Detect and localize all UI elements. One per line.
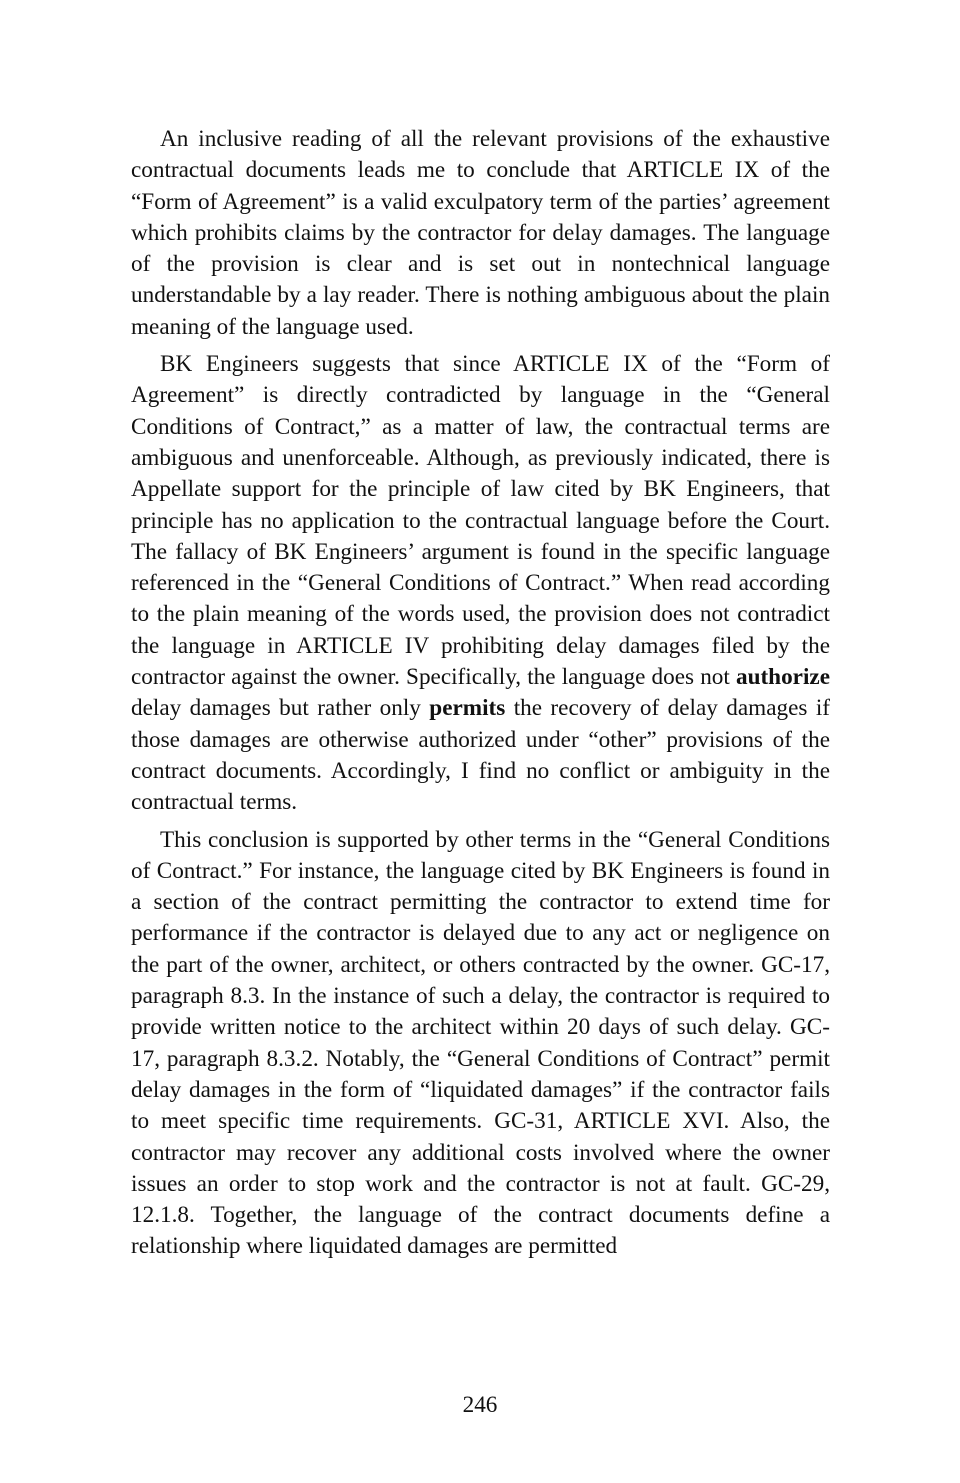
page-number: 246 <box>462 1392 498 1418</box>
paragraph-2 <box>131 349 830 818</box>
body-text <box>131 124 830 1269</box>
paragraph-text: An inclusive reading of all the relevant provisions of the exhaustive contractual documents leads me to conclude that ARTICLE IX of the “Form of Agreement” is a valid exculpatory term of the parties’ agreement which prohibits claims by the contractor for delay damages. The language of the provision is clear and is set out in nontechnical language understandable by a lay reader. There is nothing ambiguous about the plain meaning of the language used. <box>131 126 830 340</box>
emphasized-term: permits <box>429 695 506 722</box>
paragraph-text: delay damages but rather only <box>131 695 430 722</box>
paragraph-1 <box>131 124 830 343</box>
emphasized-term: authorize <box>735 664 830 691</box>
paragraph-text: the recovery of delay damages if those damages are otherwise authorized under “other” provisions of the contract documents. Accordingly, I find no conflict or ambiguity in the contractual terms. <box>131 695 830 816</box>
paragraph-text: This conclusion is supported by other terms in the “General Conditions of Contract.” For instance, the language cited by BK Engineers is found in a section of the contract permitting the contractor to extend time for performance if the contractor is delayed due to any act or negligence on the part of the owner, architect, or others contracted by the owner. GC-17, paragraph 8.3. In the instance of such a delay, the contractor is required to provide written notice to the architect within 20 days of such delay. GC-17, paragraph 8.3.2. Notably, the “General Conditions of Contract” permit delay damages in the form of “liquidated damages” if the contractor fails to meet specific time requirements. GC-31, ARTICLE XVI. Also, the contractor may recover any additional costs involved where the owner issues an order to stop work and the contractor is not at fault. GC-29, 12.1.8. Together, the language of the contract documents define a relationship where liquidated damages are permitted <box>131 826 830 1260</box>
paragraph-text: BK Engineers suggests that since ARTICLE IX of the “Form of Agreement” is directly contradicted by language in the “General Conditions of Contract,” as a matter of law, the contractual terms are ambiguous and unenforceable. Although, as previously indicated, there is Appellate support for the principle of law cited by BK Engineers, that principle has no application to the contractual language before the Court. The fallacy of BK Engineers’ argument is found in the specific language referenced in the “General Conditions of Contract.” When read according to the plain meaning of the words used, the provision does not contradict the language in ARTICLE IV prohibiting delay damages filed by the contractor against the owner. Specifically, the language does not <box>131 351 830 691</box>
paragraph-3 <box>131 825 830 1263</box>
